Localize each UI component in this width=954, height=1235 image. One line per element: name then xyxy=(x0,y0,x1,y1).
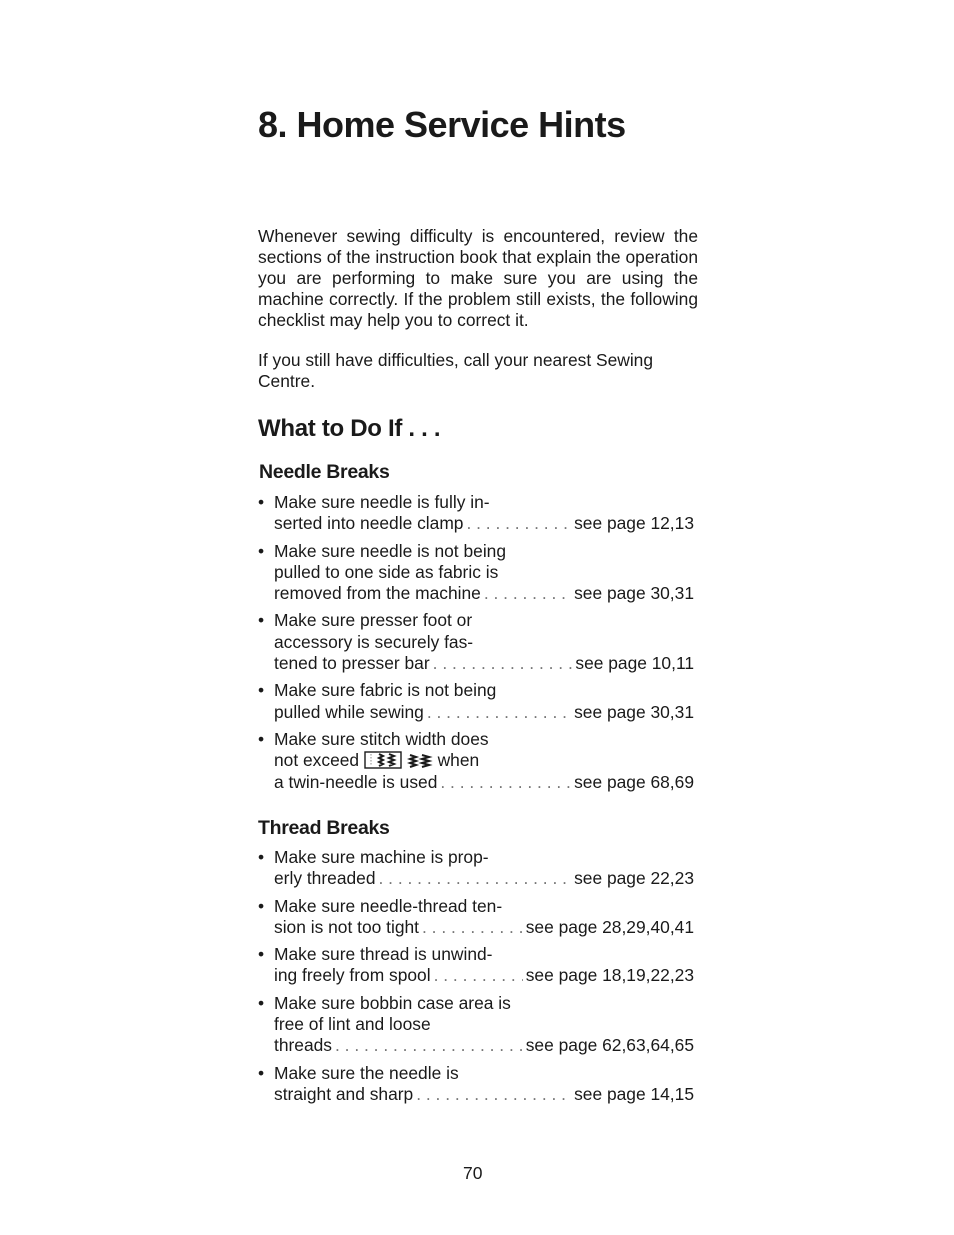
section-heading: What to Do If . . . xyxy=(258,415,441,442)
leader-dots xyxy=(466,513,571,534)
page-reference-line xyxy=(274,965,694,986)
page-reference: see page 68,69 xyxy=(574,771,694,792)
page-reference-line xyxy=(274,917,694,938)
item-description: Make sure the needle is xyxy=(274,1062,459,1083)
page-reference-line xyxy=(274,1084,694,1105)
stitch-width-wide-icon xyxy=(407,753,433,769)
page-reference: see page 30,31 xyxy=(574,583,694,604)
item-lead: straight and sharp xyxy=(274,1083,414,1104)
item-lead: tened to presser bar xyxy=(274,653,430,674)
list-item xyxy=(258,847,694,890)
leader-dots xyxy=(335,1035,523,1056)
list-item xyxy=(258,680,694,723)
bullet-icon: • xyxy=(258,610,265,631)
page-reference-line xyxy=(274,513,694,534)
bullet-icon: • xyxy=(258,895,265,916)
bullet-icon: • xyxy=(258,540,265,561)
page-reference-line xyxy=(274,1035,694,1056)
item-lead: serted into needle clamp xyxy=(274,513,464,534)
page-reference-line xyxy=(274,653,694,674)
leader-dots xyxy=(434,965,523,986)
item-lead: threads xyxy=(274,1035,333,1056)
item-lead: ing freely from spool xyxy=(274,965,431,986)
bullet-icon: • xyxy=(258,847,265,867)
thread-breaks-heading: Thread Breaks xyxy=(258,817,390,839)
item-description: Make sure bobbin case area is free of lint and loose xyxy=(274,992,511,1035)
leader-dots xyxy=(484,583,571,604)
item-lead: pulled while sewing xyxy=(274,701,424,722)
item-lead: erly threaded xyxy=(274,868,376,889)
needle-breaks-list xyxy=(258,492,694,799)
item-description: Make sure fabric is not being xyxy=(274,680,497,701)
item-lead: removed from the machine xyxy=(274,583,481,604)
leader-dots xyxy=(433,653,573,674)
list-item xyxy=(258,896,694,939)
intro-paragraph-2: If you still have difficulties, call your nearest Sewing Centre. xyxy=(258,350,654,391)
list-item xyxy=(258,492,694,535)
page-reference-line xyxy=(274,772,694,793)
needle-breaks-heading: Needle Breaks xyxy=(259,461,390,483)
page-number: 70 xyxy=(463,1163,483,1183)
page-reference: see page 62,63,64,65 xyxy=(525,1035,694,1056)
item-description-line-2b: when xyxy=(437,750,480,771)
item-description: Make sure needle-thread ten- xyxy=(274,895,503,916)
page-reference-line xyxy=(274,583,694,604)
bullet-icon: • xyxy=(258,492,265,512)
page-reference: see page 22,23 xyxy=(574,868,694,889)
page-reference: see page 28,29,40,41 xyxy=(525,916,694,937)
page-reference: see page 12,13 xyxy=(574,513,694,534)
intro-paragraph-1: Whenever sewing difficulty is encountered, review the sections of the instruction book that explain the operation you are performing to make sure you are using the machine correctly. If the problem still exists, the following checklist may help you to correct it. xyxy=(258,226,698,330)
leader-dots xyxy=(427,702,571,723)
bullet-icon: • xyxy=(258,728,265,749)
page-reference: see page 18,19,22,23 xyxy=(525,965,694,986)
item-description-line-2a: not exceed xyxy=(274,750,360,771)
list-item xyxy=(258,610,694,674)
list-item xyxy=(258,944,694,987)
page-reference-line xyxy=(274,868,694,889)
bullet-icon: • xyxy=(258,1062,265,1083)
leader-dots xyxy=(379,868,572,889)
page-reference-line xyxy=(274,702,694,723)
leader-dots xyxy=(422,917,523,938)
page-reference: see page 14,15 xyxy=(574,1083,694,1104)
item-description: Make sure needle is fully in- xyxy=(274,492,490,512)
page-title: 8. Home Service Hints xyxy=(258,104,626,145)
list-item xyxy=(258,729,694,793)
bullet-icon: • xyxy=(258,992,265,1013)
bullet-icon: • xyxy=(258,944,265,965)
item-description: Make sure machine is prop- xyxy=(274,847,489,867)
list-item xyxy=(258,1063,694,1106)
item-lead: a twin-needle is used xyxy=(274,771,438,792)
item-description: Make sure thread is unwind- xyxy=(274,944,493,965)
item-lead: sion is not too tight xyxy=(274,916,420,937)
item-description-line-1: Make sure stitch width does xyxy=(274,728,489,749)
item-description xyxy=(274,729,516,772)
leader-dots xyxy=(416,1084,571,1105)
leader-dots xyxy=(440,772,571,793)
page-reference: see page 10,11 xyxy=(575,653,694,674)
item-description: Make sure needle is not being pulled to one side as fabric is xyxy=(274,540,507,582)
item-description: Make sure presser foot or accessory is securely fas- xyxy=(274,610,474,652)
list-item xyxy=(258,541,694,605)
stitch-width-icon xyxy=(364,751,402,769)
list-item xyxy=(258,993,694,1057)
thread-breaks-list xyxy=(258,847,694,1111)
page-reference: see page 30,31 xyxy=(574,701,694,722)
bullet-icon: • xyxy=(258,680,265,701)
